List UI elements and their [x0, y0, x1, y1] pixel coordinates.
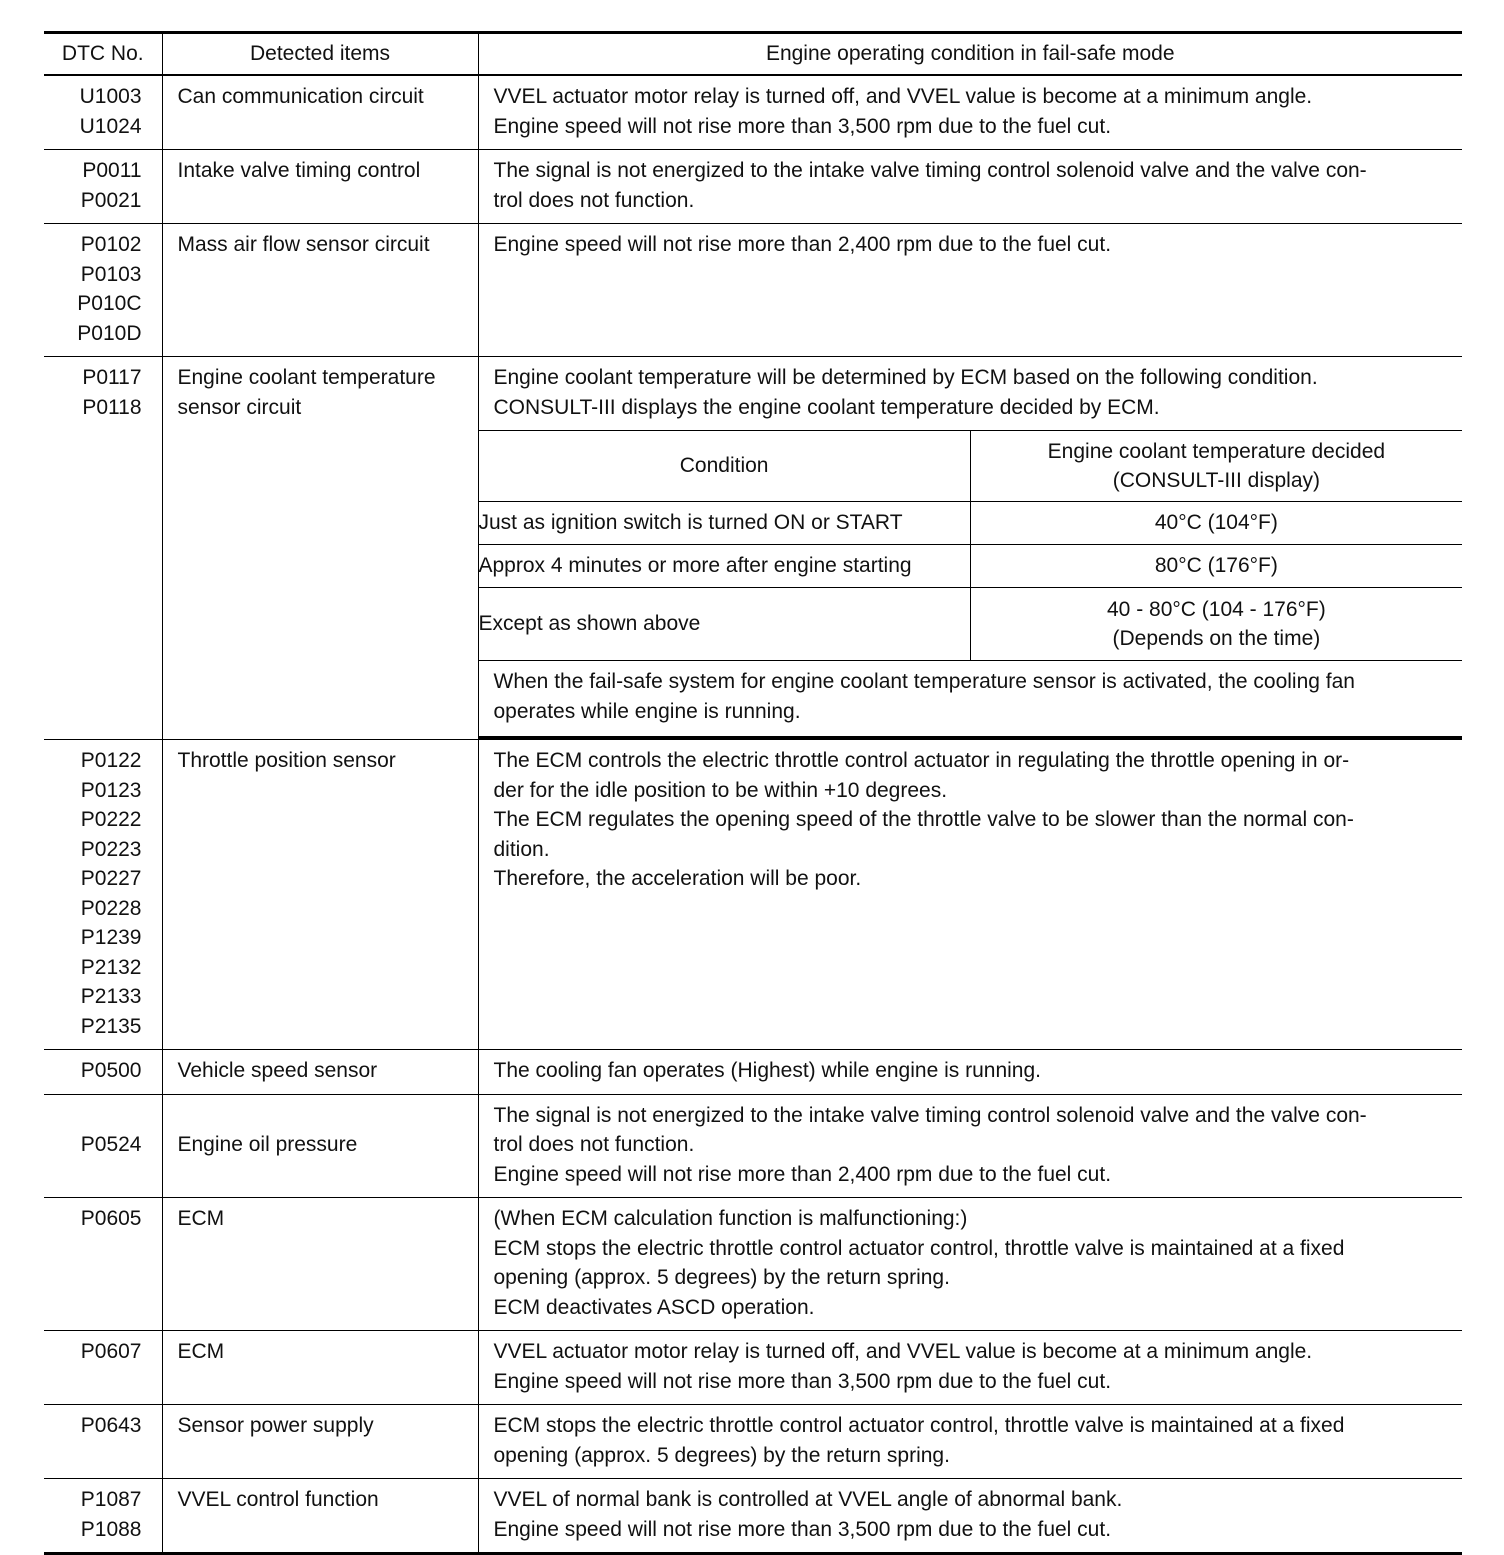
condition-text: (When ECM calculation function is malfunctioning:): [493, 1207, 968, 1230]
detected-item-text: Vehicle speed sensor: [177, 1059, 378, 1082]
subtable-temperature-text: (Depends on the time): [1112, 627, 1321, 650]
detected-item-cell: [162, 1094, 478, 1198]
subtable-temperature-text: 40°C (104°F): [1154, 511, 1278, 535]
condition-text: dition.: [493, 837, 550, 861]
dtc-code: P0607: [80, 1340, 142, 1363]
dtc-cell: [44, 1479, 162, 1554]
dtc-cell: [44, 224, 162, 357]
dtc-code: P0102: [80, 233, 142, 256]
detected-item-cell: [162, 1479, 478, 1554]
dtc-cell: [44, 1050, 162, 1095]
table-row: [44, 1331, 1462, 1405]
subtable-condition: Except as shown above: [479, 588, 971, 661]
detected-item-cell: [162, 740, 478, 1050]
detected-item-cell: [162, 357, 478, 740]
table-row: [44, 1050, 1462, 1095]
dtc-code: P1239: [80, 926, 142, 949]
condition-cell: [478, 740, 1462, 1050]
detected-item-text: ECM: [177, 1207, 225, 1230]
condition-text: trol does not function.: [493, 188, 695, 212]
dtc-code: P0500: [80, 1059, 142, 1082]
subtable-condition: Just as ignition switch is turned ON or START: [479, 502, 971, 545]
condition-text: VVEL actuator motor relay is turned off, and VVEL value is become at a minimum angle.: [493, 85, 1313, 108]
dtc-code: U1024: [79, 114, 142, 138]
dtc-cell: [44, 740, 162, 1050]
condition-text: VVEL of normal bank is controlled at VVEL angle of abnormal bank.: [493, 1488, 1123, 1511]
table-row: [44, 1405, 1462, 1479]
table-row: [44, 1479, 1462, 1554]
detected-item-text: Engine coolant temperature: [177, 366, 436, 389]
condition-text: Engine speed will not rise more than 2,400 rpm due to the fuel cut.: [493, 233, 1112, 256]
dtc-cell: [44, 1405, 162, 1479]
dtc-code: P0223: [80, 837, 142, 861]
dtc-code: P2132: [80, 955, 142, 979]
dtc-code: P010C: [77, 292, 142, 315]
detected-item-text: Throttle position sensor: [177, 749, 396, 772]
condition-text: trol does not function.: [493, 1133, 695, 1156]
subtable-row: [479, 502, 1463, 545]
condition-text: VVEL actuator motor relay is turned off, and VVEL value is become at a minimum angle.: [493, 1340, 1313, 1363]
fail-safe-table: [44, 31, 1462, 1555]
dtc-code: P0524: [80, 1133, 142, 1156]
dtc-code: P0117: [82, 366, 142, 389]
subtable-temperature: [970, 502, 1462, 545]
condition-text: opening (approx. 5 degrees) by the return spring.: [493, 1443, 950, 1467]
dtc-cell: [44, 150, 162, 224]
subtable-temperature-text: 80°C (176°F): [1154, 554, 1278, 578]
condition-cell: [478, 150, 1462, 224]
dtc-code: U1003: [79, 85, 142, 108]
table-header-row: [44, 33, 1462, 76]
header-condition: Engine operating condition in fail-safe mode: [478, 33, 1462, 76]
condition-text: The signal is not energized to the intake valve timing control solenoid valve and the valve con-: [493, 159, 1367, 182]
dtc-code: P0103: [80, 262, 142, 286]
dtc-code: P0123: [80, 778, 142, 802]
subtable-temperature: [970, 588, 1462, 661]
detected-item-cell: [162, 1331, 478, 1405]
table-row: [44, 150, 1462, 224]
dtc-code: P0021: [80, 188, 142, 212]
condition-text: Engine speed will not rise more than 3,500 rpm due to the fuel cut.: [493, 1517, 1112, 1541]
dtc-code: P0228: [80, 896, 142, 920]
subtable-header-temperature: [970, 431, 1462, 502]
condition-footnote: [479, 661, 1463, 738]
condition-cell: [478, 357, 1462, 740]
condition-text: CONSULT-III displays the engine coolant temperature decided by ECM.: [493, 395, 1160, 419]
dtc-code: P0011: [82, 159, 142, 182]
subtable-row: [479, 588, 1463, 661]
subtable-row: [479, 545, 1463, 588]
condition-text: Therefore, the acceleration will be poor.: [493, 867, 862, 890]
condition-text: der for the idle position to be within +10 degrees.: [493, 778, 948, 802]
condition-text: ECM deactivates ASCD operation.: [493, 1295, 815, 1319]
table-row: [44, 75, 1462, 150]
dtc-code: P0118: [82, 395, 142, 419]
condition-cell: [478, 1198, 1462, 1331]
dtc-cell: [44, 1331, 162, 1405]
condition-cell: [478, 1479, 1462, 1554]
subtable-header-text: (CONSULT-III display): [1112, 469, 1321, 492]
table-row: [44, 1198, 1462, 1331]
detected-item-text: Engine oil pressure: [177, 1133, 358, 1156]
detected-item-text: Can communication circuit: [177, 85, 424, 108]
subtable-header-row: [479, 431, 1463, 502]
detected-item-text: Intake valve timing control: [177, 159, 421, 182]
dtc-code: P0227: [80, 867, 142, 890]
condition-cell: [478, 75, 1462, 150]
condition-text: Engine speed will not rise more than 3,500 rpm due to the fuel cut.: [493, 114, 1112, 138]
condition-text: Engine speed will not rise more than 3,500 rpm due to the fuel cut.: [493, 1369, 1112, 1393]
dtc-cell: [44, 75, 162, 150]
subtable-header-condition: Condition: [479, 431, 971, 502]
dtc-cell: [44, 1094, 162, 1198]
coolant-temperature-subtable: [479, 357, 1463, 739]
detected-item-cell: [162, 1405, 478, 1479]
dtc-code: P2135: [80, 1014, 142, 1038]
detected-item-cell: [162, 1050, 478, 1095]
dtc-code: P010D: [77, 321, 142, 345]
table-row: [44, 357, 1462, 740]
dtc-code: P0643: [80, 1414, 142, 1437]
detected-item-text: ECM: [177, 1340, 225, 1363]
detected-item-text: sensor circuit: [177, 395, 302, 419]
detected-item-cell: [162, 1198, 478, 1331]
condition-text: When the fail-safe system for engine coolant temperature sensor is activated, the cooling fan: [493, 670, 1355, 693]
condition-text: Engine coolant temperature will be determined by ECM based on the following condition.: [493, 366, 1318, 389]
subtable-temperature: [970, 545, 1462, 588]
condition-text: The signal is not energized to the intake valve timing control solenoid valve and the valve con-: [493, 1103, 1367, 1127]
table-row: [44, 1094, 1462, 1198]
condition-text: opening (approx. 5 degrees) by the return spring.: [493, 1266, 950, 1289]
detected-item-text: VVEL control function: [177, 1488, 379, 1511]
condition-intro: [479, 357, 1463, 431]
condition-cell: [478, 1050, 1462, 1095]
condition-text: The ECM regulates the opening speed of the throttle valve to be slower than the normal con-: [493, 808, 1354, 831]
detected-item-cell: [162, 75, 478, 150]
dtc-code: P1088: [80, 1517, 142, 1541]
condition-text: operates while engine is running.: [493, 699, 801, 723]
condition-text: ECM stops the electric throttle control actuator control, throttle valve is maintained at a fixed: [493, 1414, 1345, 1437]
table-row: [44, 740, 1462, 1050]
condition-cell: [478, 224, 1462, 357]
header-dtc: DTC No.: [44, 33, 162, 76]
condition-cell: [478, 1405, 1462, 1479]
subtable-header-text: Engine coolant temperature decided: [1047, 439, 1386, 463]
dtc-code: P0122: [80, 749, 142, 772]
subtable-condition: Approx 4 minutes or more after engine starting: [479, 545, 971, 588]
condition-cell: [478, 1331, 1462, 1405]
detected-item-cell: [162, 150, 478, 224]
dtc-cell: [44, 1198, 162, 1331]
detected-item-cell: [162, 224, 478, 357]
dtc-cell: [44, 357, 162, 740]
subtable-temperature-text: 40 - 80°C (104 - 176°F): [1107, 597, 1326, 621]
detected-item-text: Sensor power supply: [177, 1414, 374, 1437]
condition-cell: [478, 1094, 1462, 1198]
dtc-code: P1087: [80, 1488, 142, 1511]
header-detected-items: Detected items: [162, 33, 478, 76]
condition-text: The cooling fan operates (Highest) while engine is running.: [493, 1059, 1041, 1082]
dtc-code: P2133: [80, 985, 142, 1008]
dtc-code: P0222: [80, 808, 142, 831]
table-row: [44, 224, 1462, 357]
condition-text: The ECM controls the electric throttle control actuator in regulating the throttle opening in or-: [493, 749, 1350, 772]
condition-text: Engine speed will not rise more than 2,400 rpm due to the fuel cut.: [493, 1162, 1112, 1186]
dtc-code: P0605: [80, 1207, 142, 1230]
detected-item-text: Mass air flow sensor circuit: [177, 233, 430, 256]
condition-text: ECM stops the electric throttle control actuator control, throttle valve is maintained at a fixed: [493, 1236, 1345, 1260]
